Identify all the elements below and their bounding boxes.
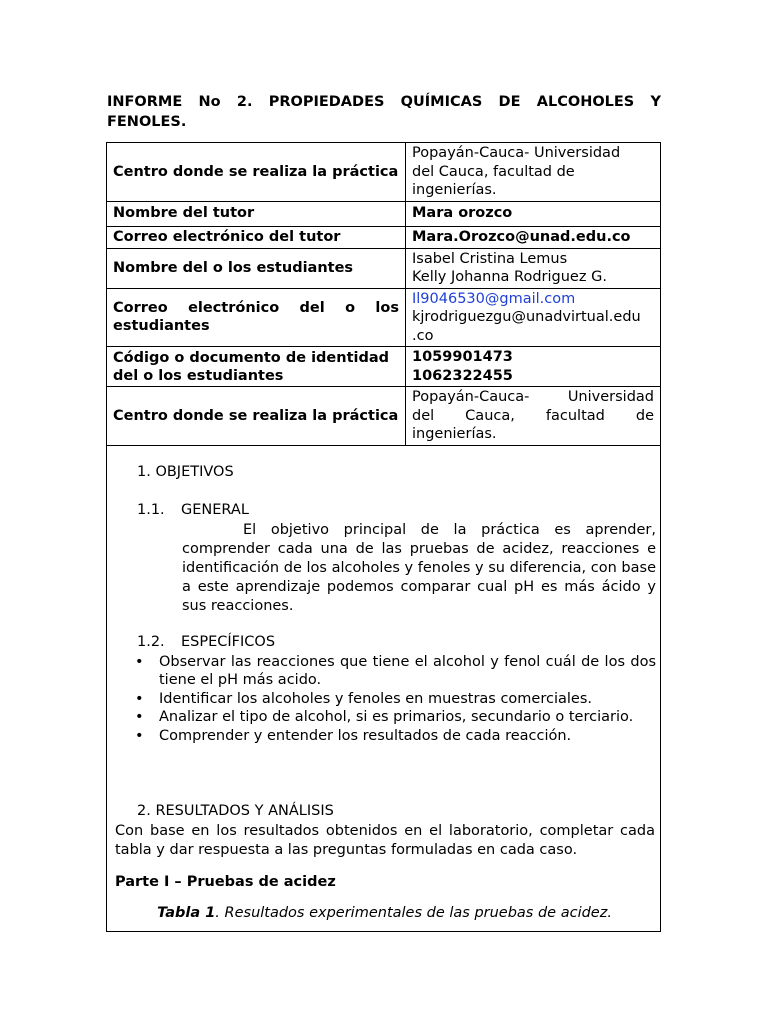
value-estudiantes <box>406 248 661 288</box>
heading-general <box>137 502 249 518</box>
label-codigo: Código o documento de identidad del o los estudiantes <box>107 347 406 387</box>
label-tutor: Nombre del tutor <box>107 201 406 226</box>
label-estudiantes: Nombre del o los estudiantes <box>107 248 406 288</box>
info-table <box>107 143 660 446</box>
heading-number: 1.2. <box>137 633 165 650</box>
value-line: Popayán-Cauca- Universidad <box>412 145 621 161</box>
label-correo-tutor: Correo electrónico del tutor <box>107 226 406 248</box>
value-codigo <box>406 347 661 387</box>
list-item: • Observar las reacciones que tiene el alcohol y fenol cuál de los dos tiene el pH más acido. <box>131 653 656 690</box>
table-row <box>107 288 660 347</box>
label-correo-estudiantes: Correo electrónico del o los estudiantes <box>107 288 406 347</box>
value-correo-estudiantes <box>406 288 661 347</box>
caption-label: Tabla 1 <box>157 904 216 921</box>
email-link[interactable]: Il9046530@gmail.com <box>412 290 576 307</box>
value-line: 1062322455 <box>412 367 513 384</box>
general-paragraph: El objetivo principal de la práctica es aprender, comprender cada una de las pruebas de acidez, reacciones e identificación de los alcoholes y fenoles y su diferencia, con base a este aprendizaje podemos comparar cual pH es más ácido y sus reacciones. <box>182 521 656 614</box>
list-item: • Identificar los alcoholes y fenoles en muestras comerciales. <box>131 690 656 709</box>
value-line: Popayán-Cauca- Universidad <box>412 389 654 405</box>
table-row <box>107 143 660 201</box>
heading-objetivos: 1. OBJETIVOS <box>137 463 234 480</box>
list-item: • Comprender y entender los resultados de cada reacción. <box>131 727 656 746</box>
heading-especificos <box>137 634 275 650</box>
specific-objectives-list <box>131 653 656 746</box>
parte-1-heading: Parte I – Pruebas de acidez <box>115 873 336 890</box>
table-caption <box>107 905 662 921</box>
value-line: kjrodriguezgu@unadvirtual.edu <box>412 309 641 325</box>
report-title: INFORME No 2. PROPIEDADES QUÍMICAS DE ALCOHOLES Y FENOLES. <box>107 94 661 130</box>
label-centro-2: Centro donde se realiza la práctica <box>107 387 406 446</box>
value-line: ingenierías. <box>412 426 497 442</box>
caption-text: . Resultados experimentales de las pruebas de acidez. <box>215 904 612 921</box>
value-tutor: Mara orozco <box>406 201 661 226</box>
value-line: 1059901473 <box>412 349 513 365</box>
value-correo-tutor: Mara.Orozco@unad.edu.co <box>406 226 661 248</box>
value-line: Kelly Johanna Rodriguez G. <box>412 269 607 285</box>
resultados-paragraph: Con base en los resultados obtenidos en el laboratorio, completar cada tabla y dar respuesta a las preguntas formuladas en cada caso. <box>115 822 655 858</box>
heading-text: GENERAL <box>181 501 249 518</box>
heading-text: ESPECÍFICOS <box>181 633 276 650</box>
label-centro: Centro donde se realiza la práctica <box>107 143 406 201</box>
table-row <box>107 347 660 387</box>
value-line: ingenierías. <box>412 182 497 198</box>
heading-resultados: 2. RESULTADOS Y ANÁLISIS <box>137 802 334 819</box>
table-row <box>107 226 660 248</box>
value-line: .co <box>412 327 434 344</box>
table-row <box>107 387 660 446</box>
report-frame <box>106 142 661 932</box>
table-row <box>107 248 660 288</box>
list-item: • Analizar el tipo de alcohol, si es primarios, secundario o terciario. <box>131 708 656 727</box>
table-row <box>107 201 660 226</box>
value-line: del Cauca, facultad de <box>412 163 575 180</box>
value-centro-2 <box>406 387 661 446</box>
value-line: del Cauca, facultad de <box>412 407 654 424</box>
value-line: Isabel Cristina Lemus <box>412 250 568 267</box>
heading-number: 1.1. <box>137 501 165 518</box>
value-centro <box>406 143 661 201</box>
